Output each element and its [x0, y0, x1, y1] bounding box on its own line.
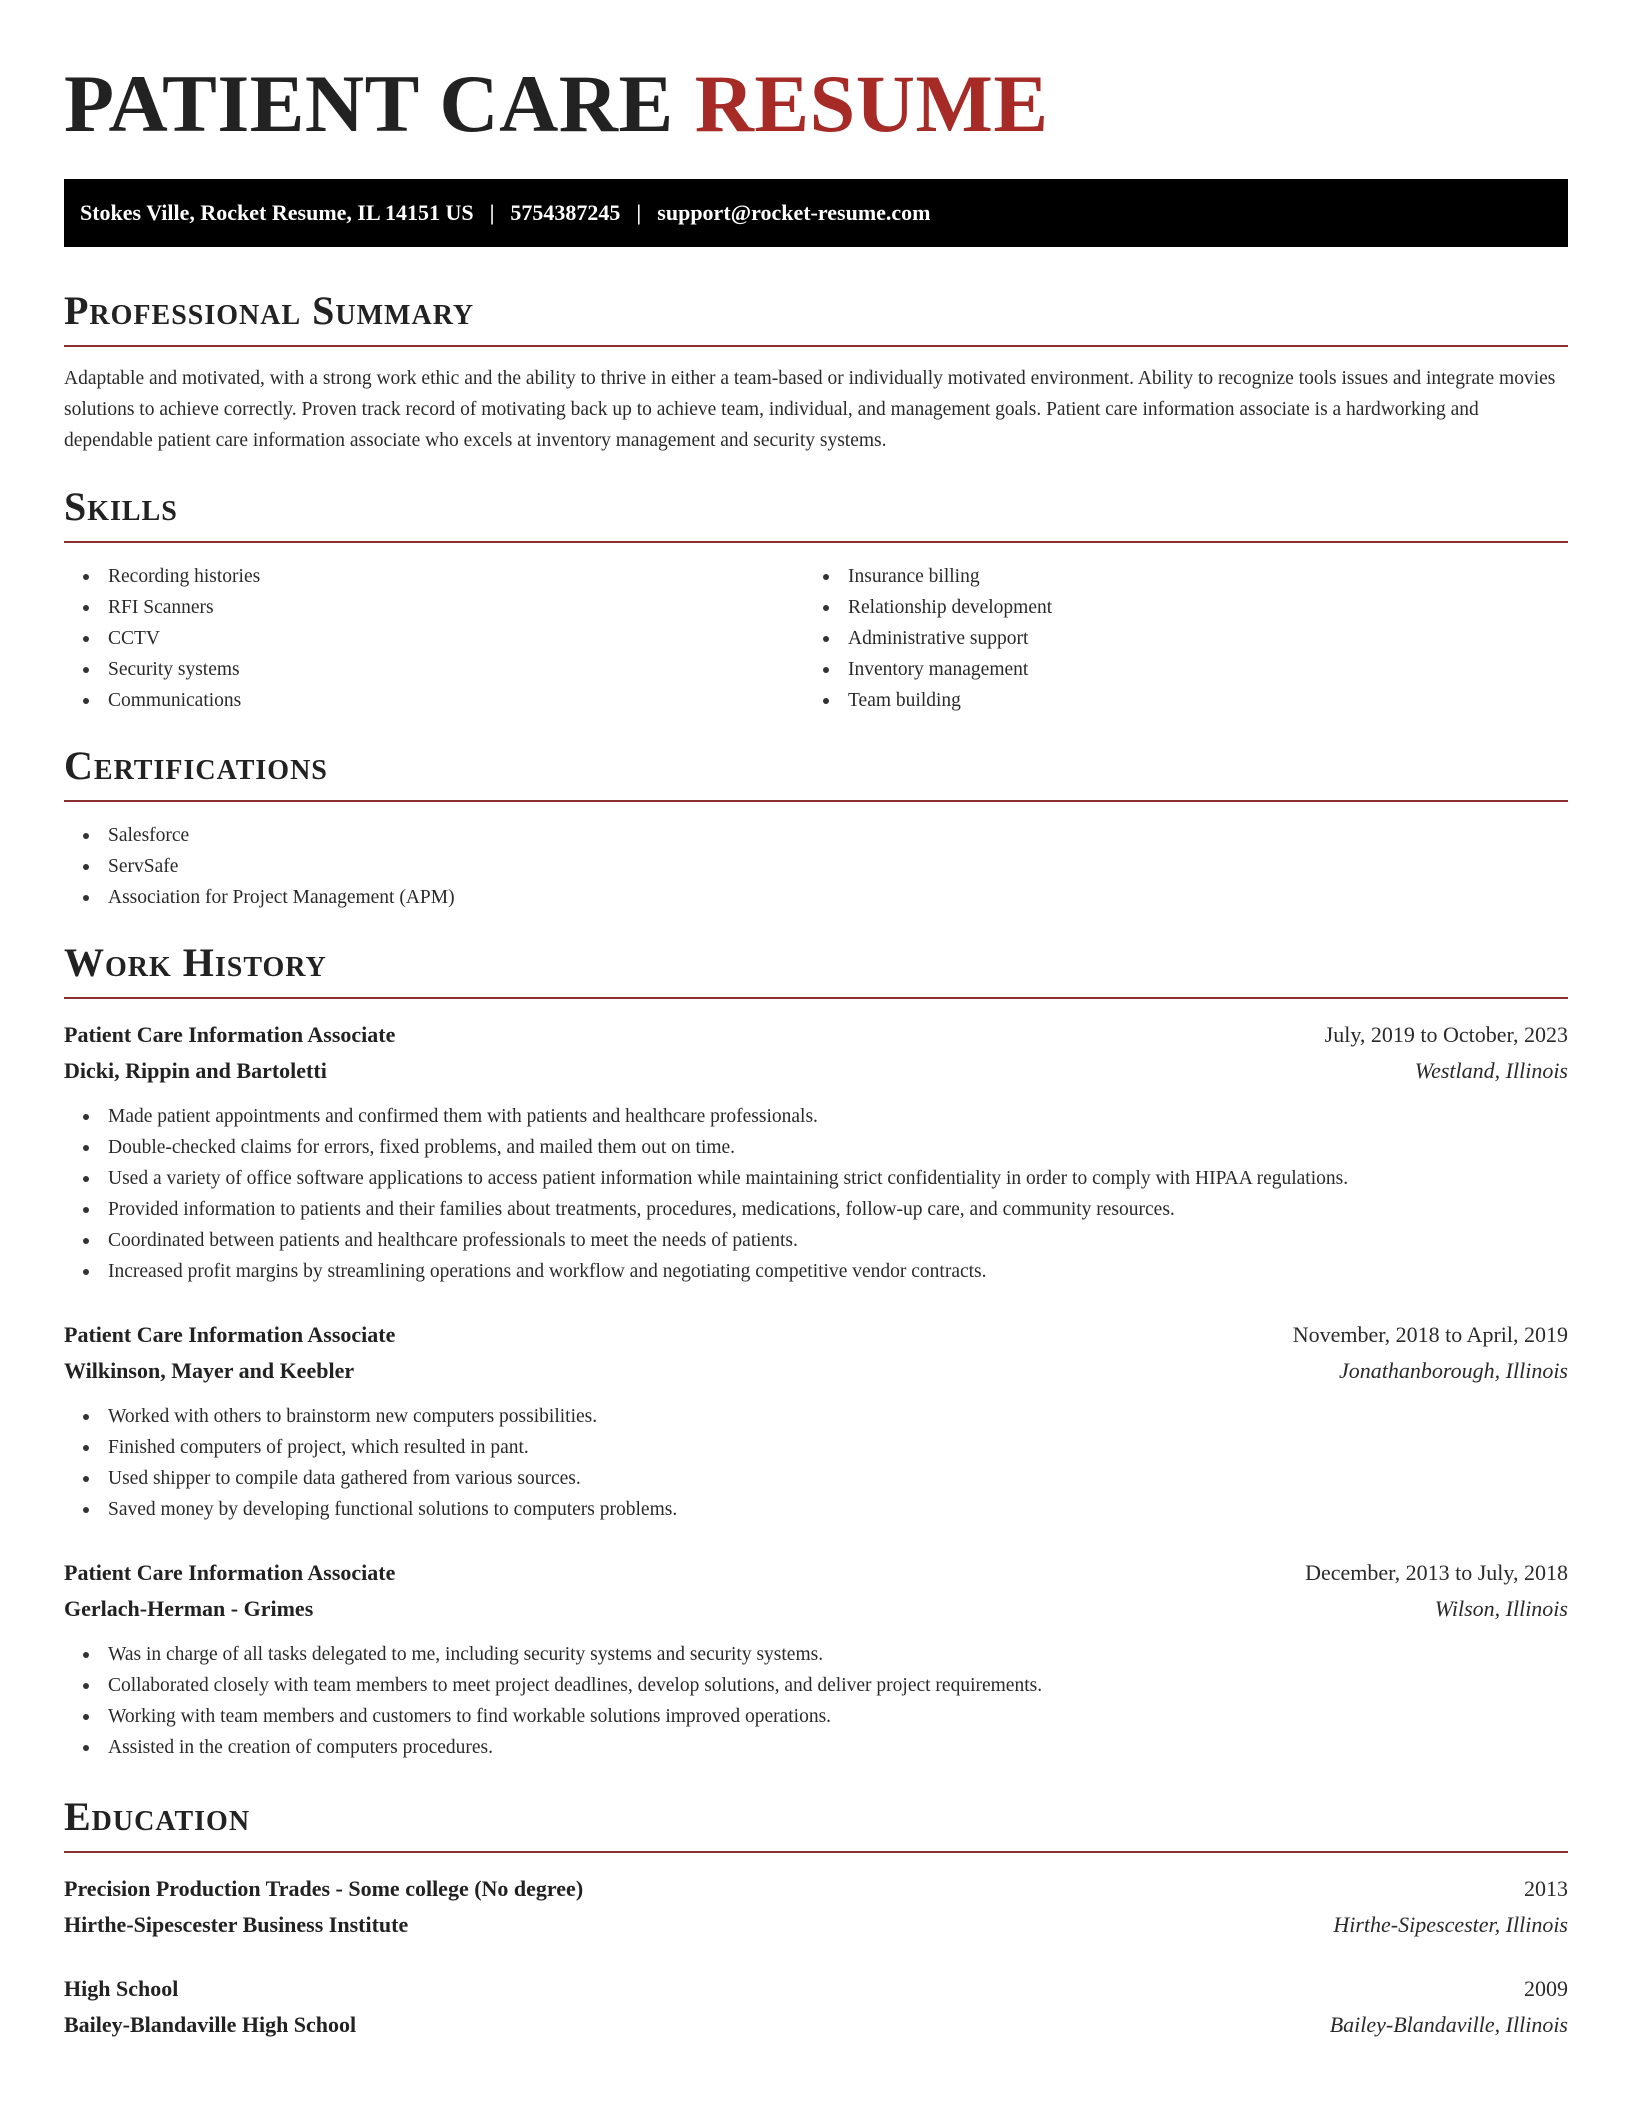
education-location: Bailey-Blandaville, Illinois: [1329, 2012, 1568, 2037]
skill-item: Relationship development: [804, 592, 1544, 623]
education-school-row: [64, 2007, 1568, 2043]
summary-section: [64, 287, 1568, 456]
skill-item: Administrative support: [804, 623, 1544, 654]
contact-separator: |: [489, 200, 495, 225]
education-location: Hirthe-Sipescester, Illinois: [1333, 1912, 1568, 1937]
job-dates: July, 2019 to October, 2023: [1324, 1022, 1568, 1047]
job-duty-item: Worked with others to brainstorm new computers possibilities.: [64, 1401, 1568, 1432]
skill-item: Inventory management: [804, 654, 1544, 685]
certifications-list: [64, 820, 1568, 913]
job-duties: [64, 1401, 1568, 1525]
job-duty-item: Increased profit margins by streamlining operations and workflow and negotiating competitive vendor contracts.: [64, 1256, 1568, 1287]
certification-item: Association for Project Management (APM): [64, 882, 1568, 913]
job-duties: [64, 1639, 1568, 1763]
job-duties: [64, 1101, 1568, 1287]
skill-item: Recording histories: [64, 561, 804, 592]
education-degree-row: [64, 1971, 1568, 2007]
certifications-section: [64, 742, 1568, 913]
job-duty-item: Used a variety of office software applications to access patient information while maintaining strict confidentiality in order to comply with HIPAA regulations.: [64, 1163, 1568, 1194]
skill-item: Security systems: [64, 654, 804, 685]
job-company-row: [64, 1053, 1568, 1089]
job-duty-item: Double-checked claims for errors, fixed problems, and mailed them out on time.: [64, 1132, 1568, 1163]
skills-heading: Skills: [64, 483, 1568, 543]
skill-item: Insurance billing: [804, 561, 1544, 592]
job-title-row: [64, 1017, 1568, 1053]
certifications-heading: Certifications: [64, 742, 1568, 802]
job-duty-item: Made patient appointments and confirmed them with patients and healthcare professionals.: [64, 1101, 1568, 1132]
education-entry: [64, 1871, 1568, 1943]
job-dates: December, 2013 to July, 2018: [1305, 1560, 1568, 1585]
job-entry: [64, 1017, 1568, 1287]
contact-phone: 5754387245: [510, 200, 621, 225]
summary-heading: Professional Summary: [64, 287, 1568, 347]
education-year: 2009: [1524, 1976, 1568, 2001]
job-location: Wilson, Illinois: [1434, 1596, 1568, 1621]
job-title: Patient Care Information Associate: [64, 1322, 396, 1347]
job-dates: November, 2018 to April, 2019: [1292, 1322, 1568, 1347]
certification-item: Salesforce: [64, 820, 1568, 851]
resume-title: [64, 56, 1568, 152]
skills-columns: [64, 543, 1568, 716]
job-entry: [64, 1317, 1568, 1525]
work-history-section: [64, 939, 1568, 1763]
education-school-row: [64, 1907, 1568, 1943]
contact-email: support@rocket-resume.com: [657, 200, 931, 225]
certification-item: ServSafe: [64, 851, 1568, 882]
title-main: PATIENT CARE: [64, 58, 674, 149]
education-school: Bailey-Blandaville High School: [64, 2012, 357, 2037]
job-title: Patient Care Information Associate: [64, 1022, 396, 1047]
education-degree: High School: [64, 1976, 179, 2001]
job-company: Wilkinson, Mayer and Keebler: [64, 1358, 355, 1383]
job-title: Patient Care Information Associate: [64, 1560, 396, 1585]
job-duty-item: Provided information to patients and their families about treatments, procedures, medications, follow-up care, and community resources.: [64, 1194, 1568, 1225]
job-title-row: [64, 1317, 1568, 1353]
job-duty-item: Was in charge of all tasks delegated to me, including security systems and security systems.: [64, 1639, 1568, 1670]
resume-page: [64, 0, 1568, 2043]
education-heading: Education: [64, 1793, 1568, 1853]
job-duty-item: Working with team members and customers to find workable solutions improved operations.: [64, 1701, 1568, 1732]
work-history-heading: Work History: [64, 939, 1568, 999]
education-school: Hirthe-Sipescester Business Institute: [64, 1912, 409, 1937]
title-accent: RESUME: [694, 58, 1049, 149]
education-year: 2013: [1524, 1876, 1568, 1901]
education-section: [64, 1793, 1568, 2043]
job-duty-item: Finished computers of project, which resulted in pant.: [64, 1432, 1568, 1463]
skill-item: RFI Scanners: [64, 592, 804, 623]
job-duty-item: Coordinated between patients and healthcare professionals to meet the needs of patients.: [64, 1225, 1568, 1256]
job-company: Dicki, Rippin and Bartoletti: [64, 1058, 327, 1083]
job-duty-item: Assisted in the creation of computers procedures.: [64, 1732, 1568, 1763]
education-entry: [64, 1971, 1568, 2043]
contact-address: Stokes Ville, Rocket Resume, IL 14151 US: [80, 200, 474, 225]
job-title-row: [64, 1555, 1568, 1591]
job-duty-item: Saved money by developing functional solutions to computers problems.: [64, 1494, 1568, 1525]
contact-bar: [64, 179, 1568, 247]
education-degree: Precision Production Trades - Some college (No degree): [64, 1876, 584, 1901]
job-company: Gerlach-Herman - Grimes: [64, 1596, 314, 1621]
skills-section: [64, 483, 1568, 716]
education-degree-row: [64, 1871, 1568, 1907]
skills-list-right: [804, 561, 1544, 716]
skill-item: Communications: [64, 685, 804, 716]
job-duty-item: Collaborated closely with team members to meet project deadlines, develop solutions, and deliver project requirements.: [64, 1670, 1568, 1701]
job-company-row: [64, 1591, 1568, 1627]
job-entry: [64, 1555, 1568, 1763]
skills-list-left: [64, 561, 804, 716]
skill-item: CCTV: [64, 623, 804, 654]
job-location: Jonathanborough, Illinois: [1339, 1358, 1568, 1383]
summary-text: Adaptable and motivated, with a strong work ethic and the ability to thrive in either a team-based or individually motivated environment. Ability to recognize tools issues and integrate movies solutions to achieve correctly. Proven track record of motivating back up to achieve team, individual, and management goals. Patient care information associate is a hardworking and dependable patient care information associate who excels at inventory management and security systems.: [64, 368, 1556, 451]
job-duty-item: Used shipper to compile data gathered from various sources.: [64, 1463, 1568, 1494]
contact-separator: |: [636, 200, 642, 225]
job-company-row: [64, 1353, 1568, 1389]
job-location: Westland, Illinois: [1414, 1058, 1568, 1083]
skill-item: Team building: [804, 685, 1544, 716]
